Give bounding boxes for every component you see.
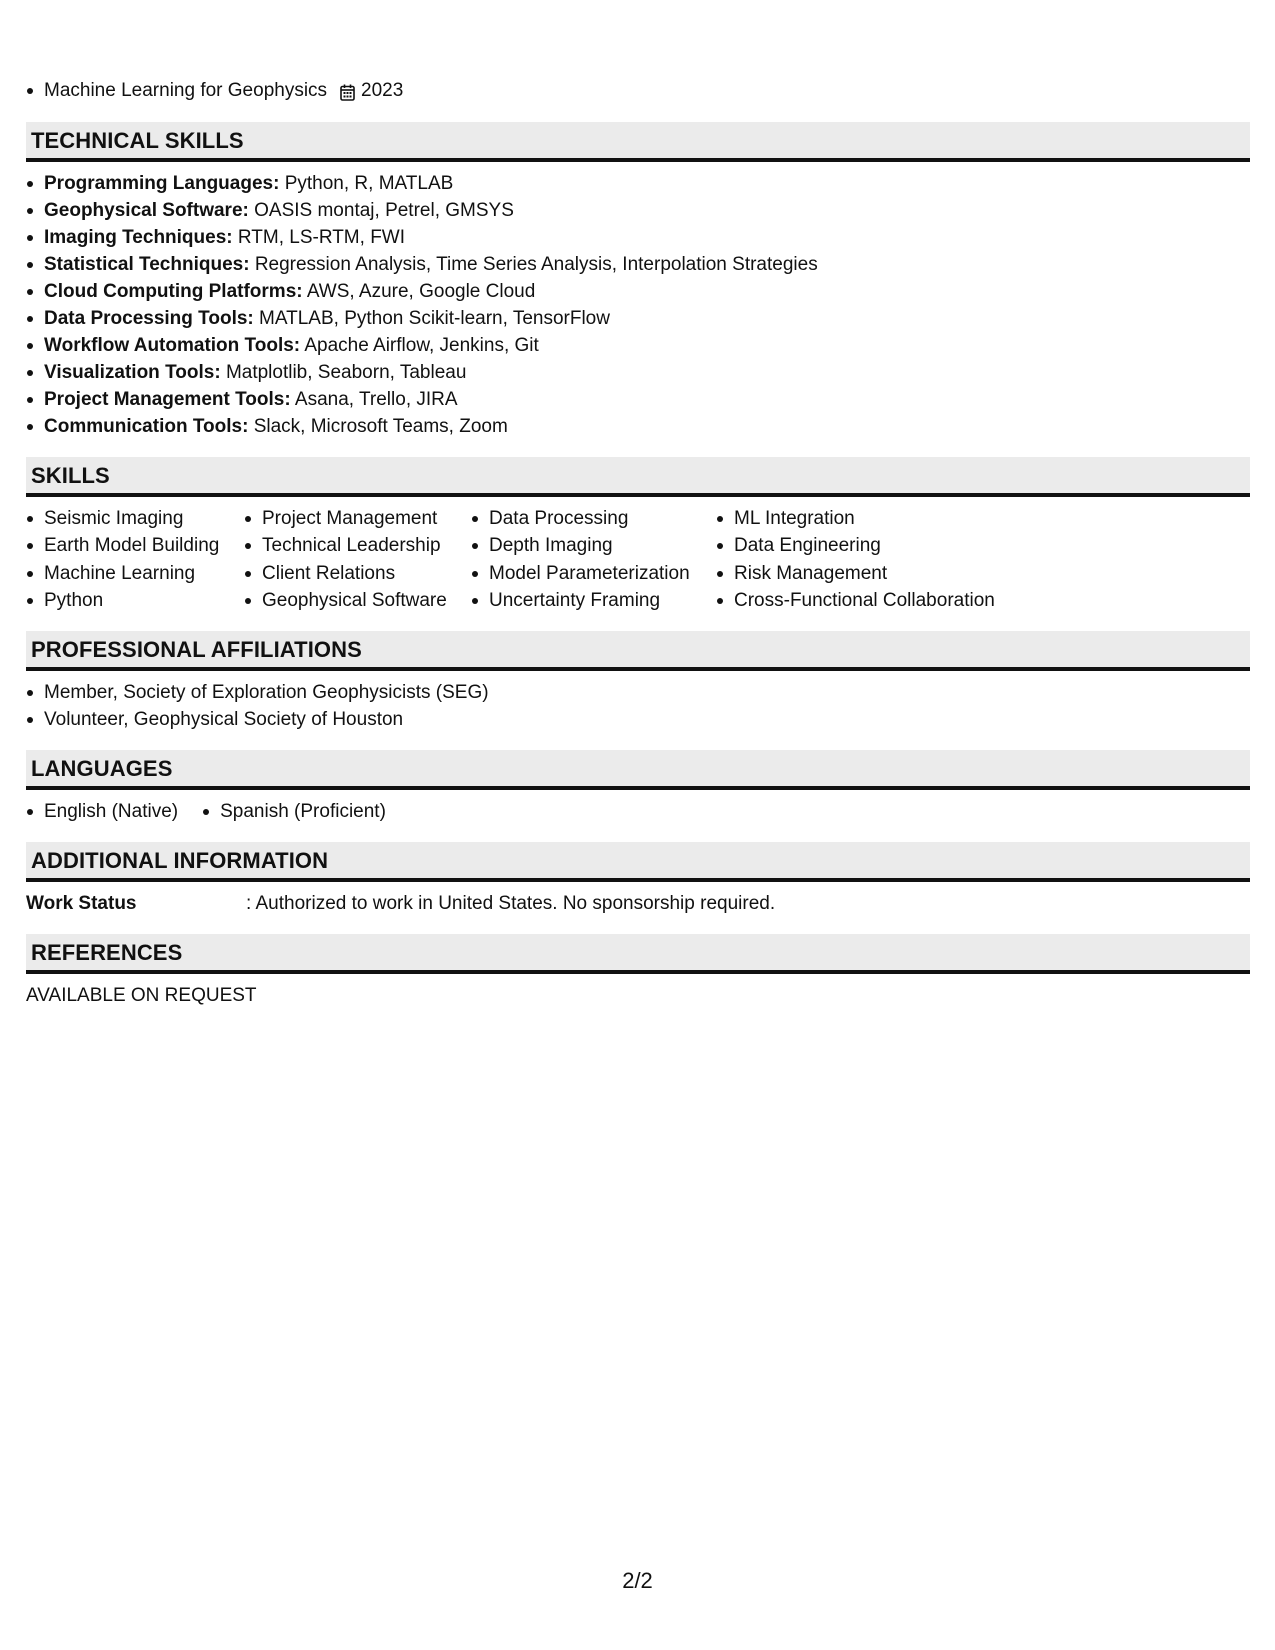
work-status-row <box>26 882 1250 917</box>
languages-section <box>26 750 1250 825</box>
list-item <box>26 305 1250 332</box>
section-heading: LANGUAGES <box>26 750 1250 790</box>
section-heading: ADDITIONAL INFORMATION <box>26 842 1250 882</box>
list-item <box>26 170 1250 197</box>
skills-column <box>716 505 1016 614</box>
item-value: Regression Analysis, Time Series Analysis, Interpolation Strategies <box>254 254 818 275</box>
skills-column <box>26 505 244 614</box>
list-item: Machine Learning <box>26 560 244 587</box>
course-item <box>26 77 1250 104</box>
item-value: RTM, LS-RTM, FWI <box>237 227 406 248</box>
list-item: Python <box>26 587 244 614</box>
course-list <box>26 77 1250 104</box>
item-label: Cloud Computing Platforms: <box>44 281 303 302</box>
item-label: Imaging Techniques: <box>44 227 233 248</box>
list-item: Model Parameterization <box>471 560 716 587</box>
page-number: 2/2 <box>622 1568 653 1593</box>
list-item: English (Native) <box>26 798 178 825</box>
item-value: Python, R, MATLAB <box>284 173 454 194</box>
item-label: Programming Languages: <box>44 173 280 194</box>
references-text: AVAILABLE ON REQUEST <box>26 985 257 1007</box>
skills-grid <box>26 497 1250 614</box>
calendar-icon <box>340 82 355 99</box>
list-item <box>26 224 1250 251</box>
list-item <box>26 197 1250 224</box>
list-item: Uncertainty Framing <box>471 587 716 614</box>
item-label: Geophysical Software: <box>44 200 249 221</box>
additional-info-section <box>26 842 1250 917</box>
item-label: Statistical Techniques: <box>44 254 250 275</box>
list-item: Data Processing <box>471 505 716 532</box>
item-label: Visualization Tools: <box>44 362 221 383</box>
references-section <box>26 934 1250 1009</box>
item-value: Slack, Microsoft Teams, Zoom <box>253 416 508 437</box>
list-item <box>26 386 1250 413</box>
work-status-label: Work Status <box>26 893 137 915</box>
list-item: Risk Management <box>716 560 1016 587</box>
item-label: Project Management Tools: <box>44 389 291 410</box>
section-heading: TECHNICAL SKILLS <box>26 122 1250 162</box>
list-item: Client Relations <box>244 560 471 587</box>
list-item: ML Integration <box>716 505 1016 532</box>
section-heading: REFERENCES <box>26 934 1250 974</box>
languages-list <box>26 790 1250 825</box>
list-item <box>26 332 1250 359</box>
list-item <box>26 359 1250 386</box>
item-value: MATLAB, Python Scikit-learn, TensorFlow <box>259 308 610 329</box>
skills-section <box>26 457 1250 614</box>
list-item: Spanish (Proficient) <box>202 798 386 825</box>
item-label: Communication Tools: <box>44 416 249 437</box>
item-label: Workflow Automation Tools: <box>44 335 301 356</box>
list-item <box>26 251 1250 278</box>
affiliations-section <box>26 631 1250 733</box>
list-item: Geophysical Software <box>244 587 471 614</box>
item-value: OASIS montaj, Petrel, GMSYS <box>254 200 514 221</box>
list-item: Member, Society of Exploration Geophysicists (SEG) <box>26 679 1250 706</box>
list-item: Depth Imaging <box>471 532 716 559</box>
technical-skills-section <box>26 122 1250 440</box>
resume-page <box>26 77 1250 1009</box>
technical-skills-list <box>26 162 1250 440</box>
list-item: Seismic Imaging <box>26 505 244 532</box>
skills-column <box>471 505 716 614</box>
list-item <box>26 413 1250 440</box>
list-item: Project Management <box>244 505 471 532</box>
course-title: Machine Learning for Geophysics <box>44 80 328 101</box>
list-item: Technical Leadership <box>244 532 471 559</box>
item-value: Asana, Trello, JIRA <box>294 389 458 410</box>
list-item: Earth Model Building <box>26 532 244 559</box>
list-item <box>26 278 1250 305</box>
list-item: Volunteer, Geophysical Society of Houston <box>26 706 1250 733</box>
list-item: Cross-Functional Collaboration <box>716 587 1016 614</box>
work-status-value: : Authorized to work in United States. No sponsorship required. <box>246 893 776 915</box>
item-value: AWS, Azure, Google Cloud <box>306 281 536 302</box>
course-year: 2023 <box>361 80 404 101</box>
item-value: Matplotlib, Seaborn, Tableau <box>225 362 467 383</box>
affiliations-list <box>26 671 1250 733</box>
section-heading: SKILLS <box>26 457 1250 497</box>
skills-column <box>244 505 471 614</box>
item-label: Data Processing Tools: <box>44 308 254 329</box>
section-heading: PROFESSIONAL AFFILIATIONS <box>26 631 1250 671</box>
item-value: Apache Airflow, Jenkins, Git <box>304 335 539 356</box>
list-item: Data Engineering <box>716 532 1016 559</box>
